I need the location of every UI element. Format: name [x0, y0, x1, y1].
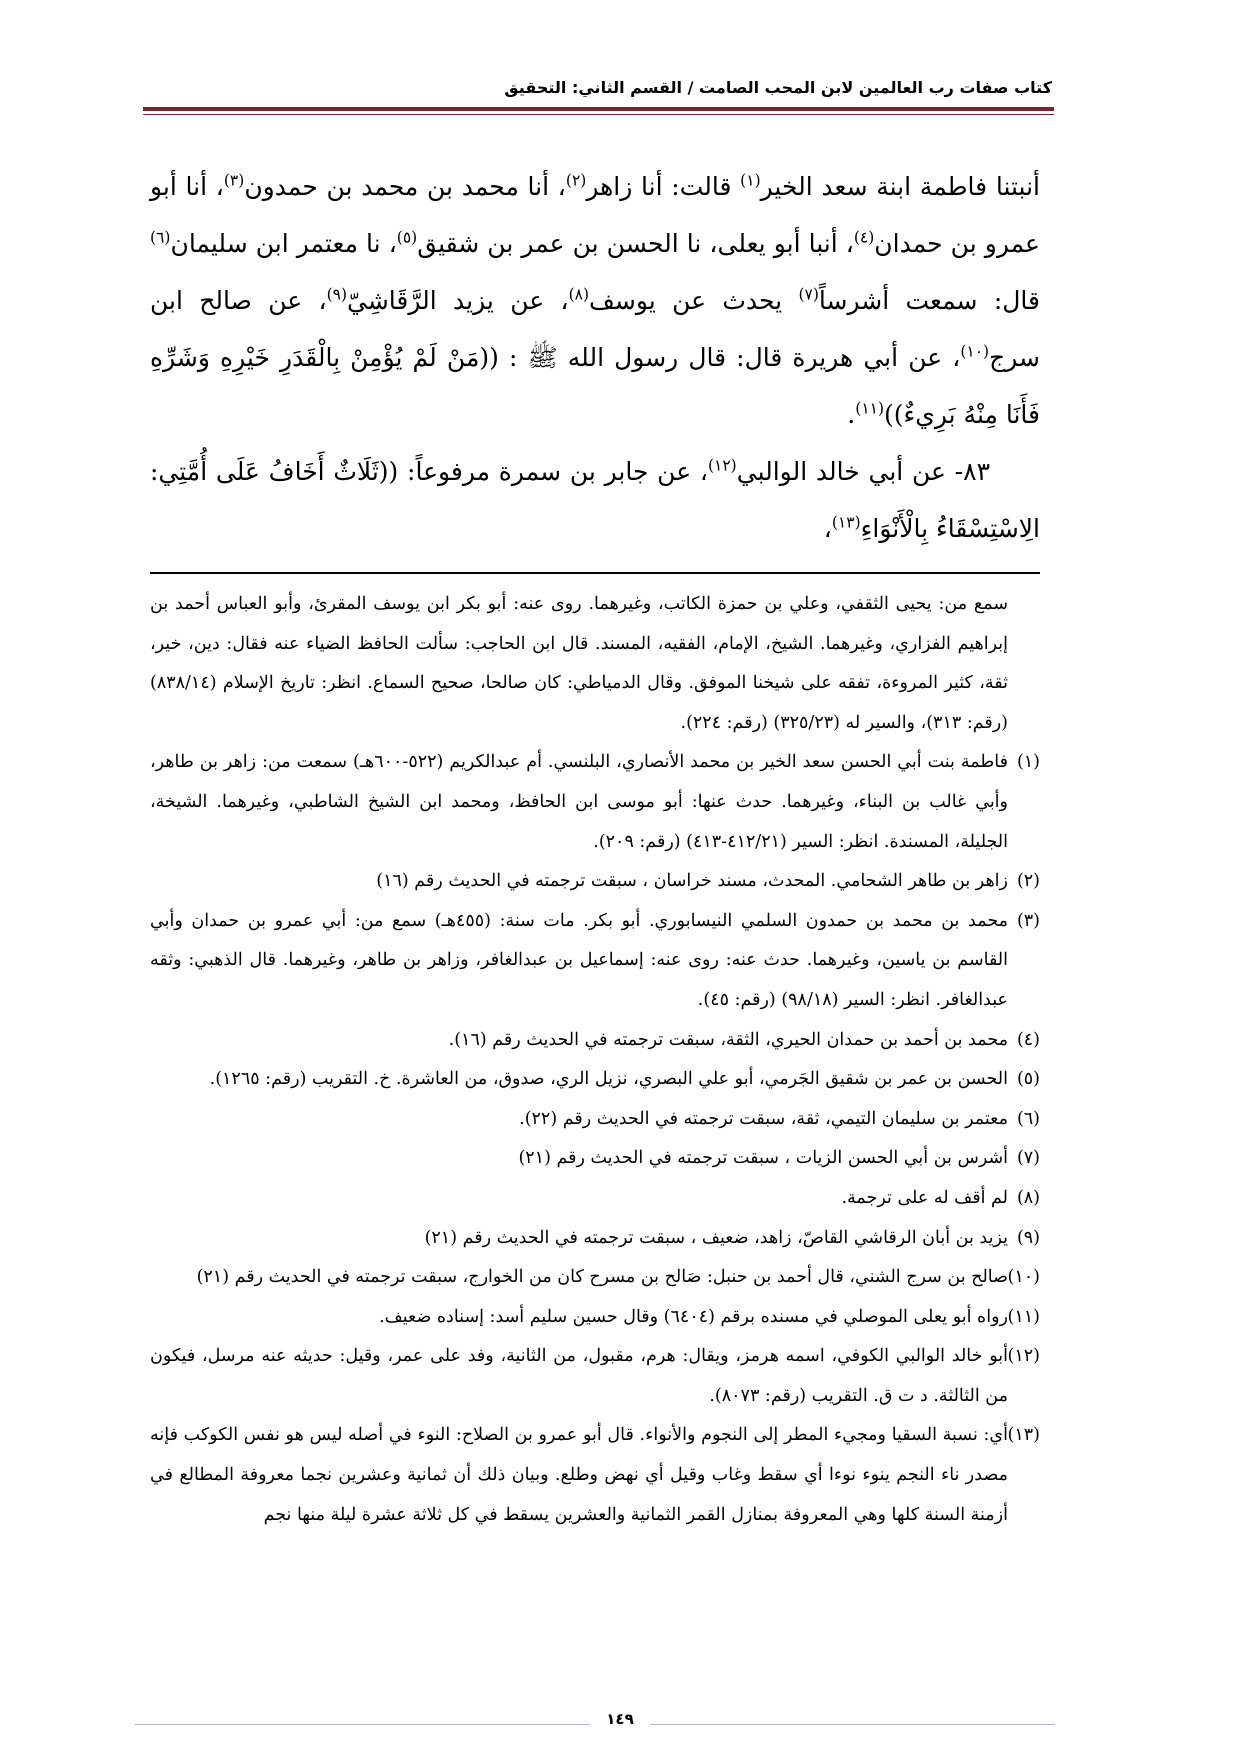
footnote-number: (٣) — [1016, 910, 1040, 931]
footnote-item: (٧) أشرس بن أبي الحسن الزيات ، سبقت ترجمته في الحديث رقم (٢١) — [150, 1139, 1040, 1179]
page-number: ١٤٩ — [590, 1710, 650, 1728]
footnote-item: (١٣) أي: نسبة السقيا ومجيء المطر إلى النجوم والأنواء. قال أبو عمرو بن الصلاح: النوء في أصله ليس هو نفس الكوكب فإنه مصدر ناء النجم ينوء نوءا أي سقط وغاب وقيل أي نهض وطلع. وبيان ذلك أن ثمانية وعشرين نجما معروفة المطالع في أزمنة السنة كلها وهي المعروفة بمنازل القمر الثمانية والعشرين يسقط في كل ثلاثة عشرة ليلة منها نجم — [150, 1416, 1040, 1535]
footnote-ref[interactable]: (٧) — [798, 285, 819, 304]
footnote-item: (١) فاطمة بنت أبي الحسن سعد الخير بن محمد الأنصاري، البلنسي. أم عبدالكريم (٥٢٢-٦٠٠هـ) سمعت من: زاهر بن طاهر، وأبي غالب بن البناء، وغيرهما. حدث عنها: أبو موسى ابن الحافظ، ومحمد ابن الشيخ الشاطبي، وغيرهما. الشيخة، الجليلة، المسندة. انظر: السير (٤١٢/٢١-٤١٣) (رقم: ٢٠٩). — [150, 743, 1040, 862]
footnote-ref[interactable]: (٣) — [223, 171, 245, 190]
hadith-83-paragraph: ٨٣- عن أبي خالد الوالبي$^{(١٢)}$، عن جابر بن سمرة مرفوعاً: ((ثَلَاثٌ أَخَافُ عَلَى أُمَّتِي: الِاسْتِسْقَاءُ بِالْأَنْوَاءِ$^{(١٣)}$، — [150, 456, 1040, 543]
running-header-title: كتاب صفات رب العالمين لابن المحب الصامت / القسم الثاني: التحقيق — [504, 78, 1052, 97]
footnote-number: (٤) — [1016, 1029, 1040, 1050]
footnote-separator — [150, 572, 1040, 574]
footnote-number: (٦) — [1016, 1108, 1040, 1129]
footnote-item: (٢) زاهر بن طاهر الشحامي. المحدث، مسند خراسان ، سبقت ترجمته في الحديث رقم (١٦) — [150, 862, 1040, 902]
footnote-ref[interactable]: (٢) — [565, 171, 587, 190]
footnote-number: (١) — [1016, 752, 1040, 773]
footnote-item: (٥) الحسن بن عمر بن شقيق الجَرمي، أبو علي البصري، نزيل الري، صدوق، من العاشرة. خ. التقريب (رقم: ١٢٦٥). — [150, 1060, 1040, 1100]
footnote-number: (٧) — [1016, 1148, 1040, 1169]
footnote-item: (٨) لم أقف له على ترجمة. — [150, 1179, 1040, 1219]
footnote-ref[interactable]: (١١) — [855, 399, 885, 418]
footnote-ref[interactable]: (١) — [740, 171, 761, 190]
footnote-ref[interactable]: (١٠) — [960, 342, 990, 361]
footnote-ref[interactable]: (١٢) — [707, 456, 737, 475]
footnote-number: (١٣) — [1007, 1425, 1040, 1446]
footnote-number: (٨) — [1016, 1187, 1040, 1208]
header-rule-thick — [143, 107, 1054, 111]
footnote-ref[interactable]: (٨) — [568, 285, 590, 304]
footnote-item: (١٢) أبو خالد الوالبي الكوفي، اسمه هرمز، ويقال: هرم، مقبول، من الثانية، وفد على عمر، وقيل: حديثه عنه مرسل، فيكون من الثالثة. د ت ق. التقريب (رقم: ٨٠٧٣). — [150, 1337, 1040, 1416]
footnote-ref[interactable]: (٥) — [396, 228, 418, 247]
footnote-item: (٦) معتمر بن سليمان التيمي، ثقة، سبقت ترجمته في الحديث رقم (٢٢). — [150, 1100, 1040, 1140]
footnote-item: (٩) يزيد بن أبان الرقاشي القاصّ، زاهد، ضعيف ، سبقت ترجمته في الحديث رقم (٢١) — [150, 1219, 1040, 1259]
footnote-item: (١٠) صالح بن سرج الشني، قال أحمد بن حنبل: صَالح بن مسرح كان من الخوارج، سبقت ترجمته في الحديث رقم (٢١) — [150, 1258, 1040, 1298]
footnote-ref[interactable]: (٤) — [853, 228, 875, 247]
footnote-continuation: سمع من: يحيى الثقفي، وعلي بن حمزة الكاتب، وغيرهما. روى عنه: أبو بكر ابن يوسف المقرئ، وأبو العباس أحمد بن إبراهيم الفزاري، وغيرهما. الشيخ، الإمام، الفقيه، المسند. قال ابن الحاجب: سألت الحافظ الضياء عنه فقال: دين، خير، ثقة، كثير المروءة، تفقه على شيخنا الموفق. وقال الدمياطي: كان صالحا، صحيح السماع. انظر: تاريخ الإسلام (٨٣٨/١٤) (رقم: ٣١٣)، والسير له (٣٢٥/٢٣) (رقم: ٢٢٤). — [150, 594, 1008, 733]
main-text — [150, 158, 1040, 557]
hadith-82-paragraph: أنبتنا فاطمة ابنة سعد الخير$^{(١)}$ قالت: أنا زاهر$^{(٢)}$، أنا محمد بن محمد بن حمدون$^{(٣)}$، أنا أبو عمرو بن حمدان$^{(٤)}$، أنبا أبو يعلى، نا الحسن بن عمر بن شقيق$^{(٥)}$، نا معتمر ابن سليمان$^{(٦)}$ قال: سمعت أشرساً$^{(٧)}$ يحدث عن يوسف$^{(٨)}$، عن يزيد الرَّقَاشِيّ$^{(٩)}$، عن صالح ابن سرج$^{(١٠)}$، عن أبي هريرة قال: قال رسول الله ﷺ : ((مَنْ لَمْ يُؤْمِنْ بِالْقَدَرِ خَيْرِهِ وَشَرِّهِ فَأَنَا مِنْهُ بَرِيءٌ))$^{(١١)}$. — [150, 171, 1040, 429]
header-rule-thin — [143, 114, 1054, 115]
footnote-number: (١٠) — [1007, 1267, 1040, 1288]
footnote-item: (٣) محمد بن محمد بن حمدون السلمي النيسابوري. أبو بكر. مات سنة: (٤٥٥هـ) سمع من: أبي عمرو بن حمدان وأبي القاسم بن ياسين، وغيرهما. حدث عنه: روى عنه: إسماعيل بن عبدالغافر، وزاهر بن طاهر، وغيرهما. قال الذهبي: وثقه عبدالغافر. انظر: السير (٩٨/١٨) (رقم: ٤٥). — [150, 902, 1040, 1021]
footnotes-section — [150, 585, 1040, 1535]
footnote-number: (٩) — [1016, 1227, 1040, 1248]
footnote-number: (٥) — [1016, 1069, 1040, 1090]
footnote-item: (٤) محمد بن أحمد بن حمدان الحيري، الثقة، سبقت ترجمته في الحديث رقم (١٦). — [150, 1021, 1040, 1061]
footnote-ref[interactable]: (١٣) — [831, 513, 861, 532]
footnote-ref[interactable]: (٩) — [326, 285, 348, 304]
footnote-number: (٢) — [1016, 871, 1040, 892]
footnote-number: (١٢) — [1007, 1346, 1040, 1367]
footnote-number: (١١) — [1007, 1306, 1040, 1327]
footnote-ref[interactable]: (٦) — [150, 228, 171, 247]
footnote-item: (١١) رواه أبو يعلى الموصلي في مسنده برقم (٦٤٠٤) وقال حسين سليم أسد: إسناده ضعيف. — [150, 1298, 1040, 1338]
